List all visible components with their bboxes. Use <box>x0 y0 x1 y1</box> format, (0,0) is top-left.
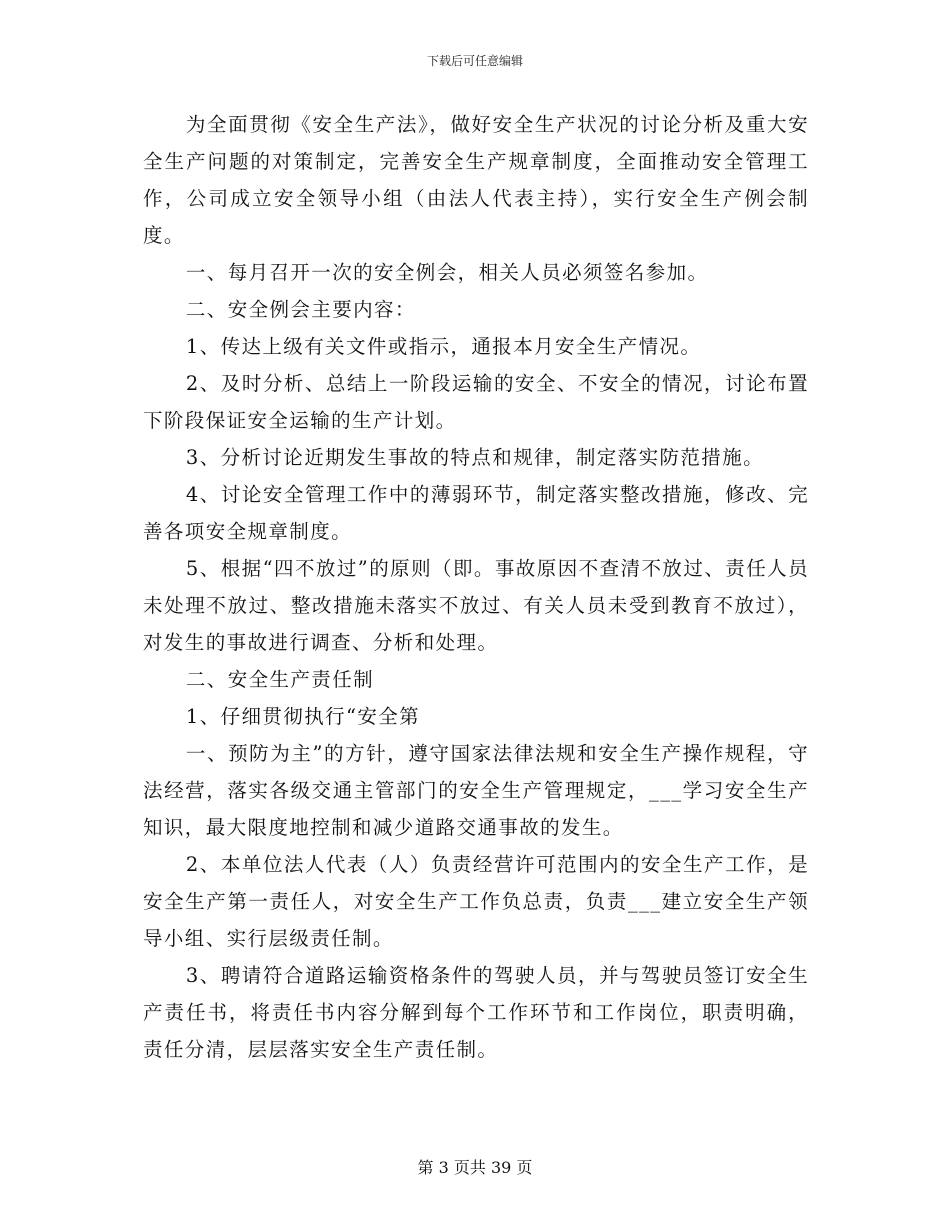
paragraph-responsibility-2: 2、本单位法人代表（人）负责经营许可范围内的安全生产工作，是安全生产第一责任人，对安全生产工作负总责，负责___建立安全生产领导小组、实行层级责任制。 <box>143 853 809 950</box>
page-header: 下载后可任意编辑 <box>426 54 523 68</box>
paragraph-monthly-meeting: 一、每月召开一次的安全例会，相关人员必须签名参加。 <box>185 261 709 284</box>
paragraph-responsibility-1: 1、仔细贯彻执行“安全第 <box>185 705 421 728</box>
paragraph-item-3: 3、分析讨论近期发生事故的特点和规律，制定落实防范措施。 <box>185 446 764 469</box>
document-body <box>143 106 809 1068</box>
page-footer: 第 3 页共 39 页 <box>417 1158 533 1177</box>
paragraph-item-5: 5、根据“四不放过”的原则（即。事故原因不查清不放过、责任人员未处理不放过、整改措施未落实不放过、有关人员未受到教育不放过），对发生的事故进行调查、分析和处理。 <box>143 557 809 654</box>
paragraph-intro: 为全面贯彻《安全生产法》，做好安全生产状况的讨论分析及重大安全生产问题的对策制定，完善安全生产规章制度，全面推动安全管理工作，公司成立安全领导小组（由法人代表主持），实行安全生产例会制度。 <box>143 113 809 247</box>
paragraph-responsibility-1-continued: 一、预防为主”的方针，遵守国家法律法规和安全生产操作规程，守法经营，落实各级交通主管部门的安全生产管理规定，___学习安全生产知识，最大限度地控制和减少道路交通事故的发生。 <box>143 742 809 839</box>
paragraph-meeting-content-heading: 二、安全例会主要内容： <box>185 298 416 321</box>
paragraph-item-2: 2、及时分析、总结上一阶段运输的安全、不安全的情况，讨论布置下阶段保证安全运输的生产计划。 <box>143 372 809 432</box>
paragraph-responsibility-3: 3、聘请符合道路运输资格条件的驾驶人员，并与驾驶员签订安全生产责任书，将责任书内容分解到每个工作环节和工作岗位，职责明确，责任分清，层层落实安全生产责任制。 <box>143 964 809 1061</box>
paragraph-item-4: 4、讨论安全管理工作中的薄弱环节，制定落实整改措施，修改、完善各项安全规章制度。 <box>143 483 809 543</box>
paragraph-responsibility-heading: 二、安全生产责任制 <box>185 668 374 691</box>
paragraph-item-1: 1、传达上级有关文件或指示，通报本月安全生产情况。 <box>185 335 702 358</box>
